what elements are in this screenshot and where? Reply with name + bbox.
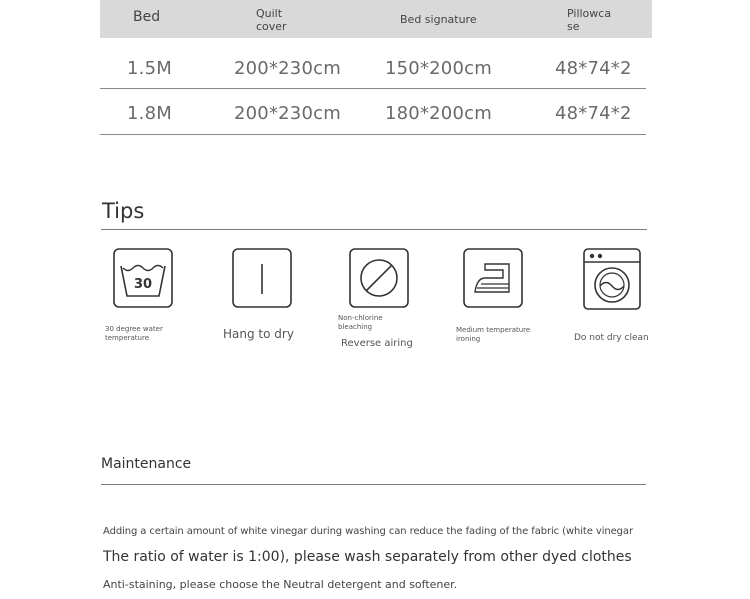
hang-dry-icon xyxy=(232,248,292,308)
header-bed: Bed xyxy=(133,9,161,25)
wash-30-icon xyxy=(113,248,173,308)
washing-machine-icon xyxy=(583,248,643,308)
maintenance-divider xyxy=(101,484,646,485)
no-bleach-icon xyxy=(349,248,409,308)
tip-label-reverse-airing: Reverse airing xyxy=(341,338,413,349)
tip-label-wash: 30 degree water temperature xyxy=(105,325,163,342)
tips-divider xyxy=(101,229,647,230)
cell-bed: 1.8M xyxy=(127,103,172,124)
maintenance-line-2: The ratio of water is 1:00), please wash separately from other dyed clothes xyxy=(103,549,632,565)
header-quilt-cover: Quilt cover xyxy=(256,7,287,33)
cell-bed-signature: 180*200cm xyxy=(385,103,492,124)
cell-pillowcase: 48*74*2 xyxy=(555,58,632,79)
tip-label-bleach: Non-chlorine bleaching xyxy=(338,314,383,331)
tips-title: Tips xyxy=(102,199,145,223)
tip-label-iron: Medium temperature ironing xyxy=(456,326,531,343)
wash-temperature-number: 30 xyxy=(133,277,153,292)
cell-bed-signature: 150*200cm xyxy=(385,58,492,79)
maintenance-title: Maintenance xyxy=(101,456,192,472)
row-divider xyxy=(100,134,646,135)
row-divider xyxy=(100,88,646,89)
header-bed-signature: Bed signature xyxy=(400,13,477,26)
cell-quilt: 200*230cm xyxy=(234,103,341,124)
tip-label-hang-dry: Hang to dry xyxy=(223,327,294,341)
cell-pillowcase: 48*74*2 xyxy=(555,103,632,124)
tip-label-dry-clean: Do not dry clean xyxy=(574,333,649,343)
iron-medium-icon xyxy=(463,248,523,308)
maintenance-line-1: Adding a certain amount of white vinegar during washing can reduce the fading of the fabric (white vinegar xyxy=(103,526,633,537)
maintenance-line-3: Anti-staining, please choose the Neutral detergent and softener. xyxy=(103,578,458,591)
cell-quilt: 200*230cm xyxy=(234,58,341,79)
cell-bed: 1.5M xyxy=(127,58,172,79)
header-pillowcase: Pillowca se xyxy=(567,7,612,33)
